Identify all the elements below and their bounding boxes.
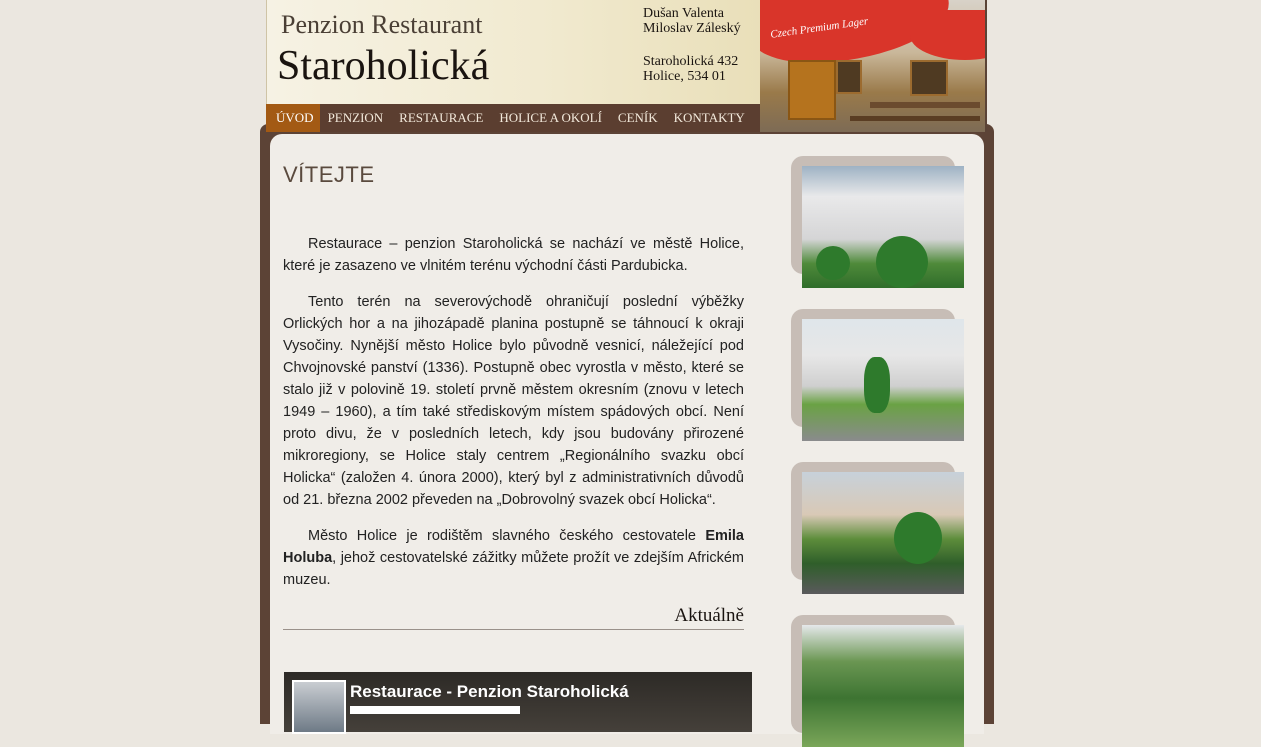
content-area [270,134,984,734]
window-shape [910,60,948,96]
bench-shape [850,116,980,121]
umbrella-sign: Czech Premium Lager [769,15,869,41]
facebook-page-title[interactable]: Restaurace - Penzion Staroholická [350,682,629,701]
building-garden-photo[interactable] [802,319,964,441]
facebook-like-bar[interactable] [350,706,520,714]
holub-name-link: Emila Holuba [283,528,744,566]
contact-block [643,6,741,84]
nav-item-penzion[interactable]: PENZION [327,110,384,125]
content-frame [260,124,994,724]
news-heading: Aktuálně [283,605,744,630]
nav-item-cenik[interactable]: CENÍK [617,110,658,125]
umbrella-shape [910,10,987,60]
address-city: Holice, 534 01 [643,69,726,84]
bench-shape [870,102,980,108]
site-header [266,0,989,132]
facebook-page-widget[interactable] [284,672,752,732]
nav-item-uvod[interactable]: ÚVOD [266,104,320,132]
brand-subtitle: Penzion Restaurant [281,10,483,39]
nav-item-kontakty[interactable]: KONTAKTY [673,110,745,125]
header-brand-area [266,0,761,104]
shrub [876,236,928,288]
main-content [283,162,744,630]
building-front-photo[interactable] [802,166,964,288]
main-navigation [266,104,760,132]
photo-card-3 [791,462,955,580]
address-street: Staroholická 432 [643,54,739,69]
holub-text-after: , jehož cestovatelské zážitky můžete prožít ve zdejším Africkém muzeu. [283,550,744,588]
photo-card-4 [791,615,955,733]
nav-item-holice[interactable]: HOLICE A OKOLÍ [499,110,602,125]
holub-text-before: Město Holice je rodištěm slavného českého cestovatele [308,528,706,544]
shrub [864,357,890,413]
shrub [816,246,850,280]
owner-name: Miloslav Záleský [643,21,741,36]
facebook-page-thumbnail[interactable] [292,680,346,734]
brand-logo-text[interactable]: Staroholická [277,43,490,89]
intro-paragraph: Restaurace – penzion Staroholická se nachází ve městě Holice, které je zasazeno ve vlnitém terénu východní části Pardubicka. [283,236,744,274]
owner-name: Dušan Valenta [643,6,724,21]
photo-card-2 [791,309,955,427]
history-paragraph: Tento terén na severovýchodě ohraničují poslední výběžky Orlických hor a na jihozápadě planina postupně se táhnoucí k okraji Vysočiny. Nynější město Holice bylo původně vesnicí, náležející pod Chvojnovské panství (1336). Postupně obec vyrostla v město, které se stalo již v polovině 19. století prvně městem okresním (znovu v letech 1949 – 1960), a tím také střediskovým místem spádových obcí. Není proto divu, že v posledních letech, kdy jsou budovány přirozené mikroregiony, se Holice staly centrem „Regionálního svazku obcí Holicka“ (založen 4. února 2000), který byl z administrativních důvodů od 21. března 2002 převeden na „Dobrovolný svazek obcí Holicka“. [283,294,744,508]
nav-item-restaurace[interactable]: RESTAURACE [399,110,484,125]
page-title: VÍTEJTE [283,162,375,187]
courtyard-photo[interactable] [802,472,964,594]
holub-paragraph [283,525,744,591]
door-shape [788,60,836,120]
page [260,0,994,711]
window-shape [836,60,862,94]
header-photo [760,0,987,132]
shrub [894,512,942,564]
garden-photo[interactable] [802,625,964,747]
photo-card-1 [791,156,955,274]
